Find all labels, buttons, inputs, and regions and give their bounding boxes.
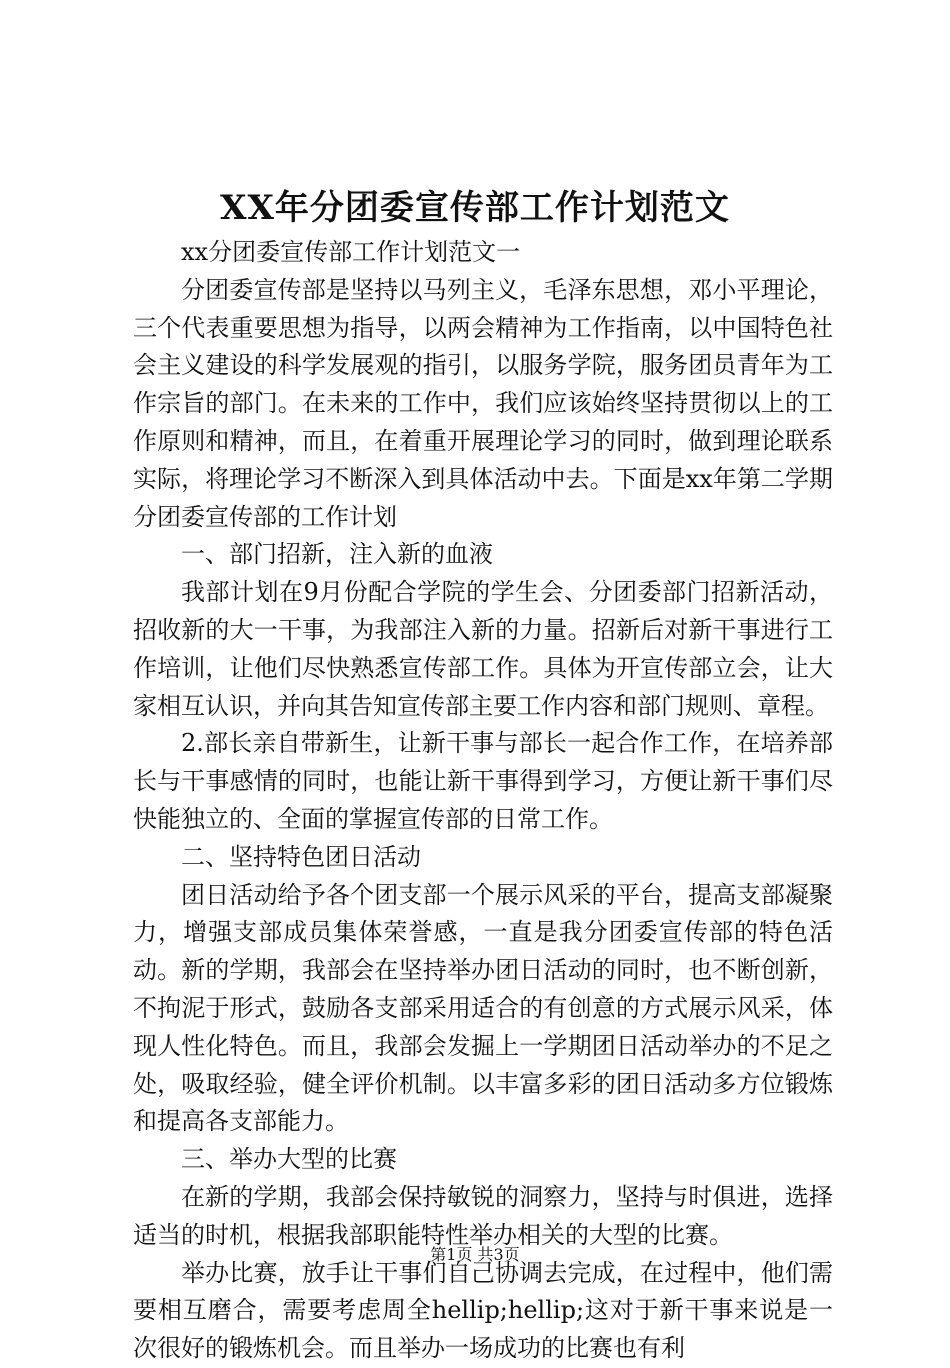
section-heading: 二、坚持特色团日活动 <box>181 842 421 871</box>
paragraph: 在新的学期，我部会保持敏锐的洞察力，坚持与时俱进，选择适当的时机，根据我部职能特性举办相关的大型的比赛。 <box>133 1182 833 1249</box>
section-heading: 一、部门招新，注入新的血液 <box>181 540 493 569</box>
paragraph: xx分团委宣传部工作计划范文一 <box>181 238 521 266</box>
paragraph: 团日活动给予各个团支部一个展示风采的平台，提高支部凝聚力，增强支部成员集体荣誉感，一直是我分团委宣传部的特色活动。新的学期，我部会在坚持举办团日活动的同时，也不断创新，不拘泥于形式，鼓励各支部采用适合的有创意的方式展示风采，体现人性化特色。而且，我部会发掘上一学期团日活动举办的不足之处，吸取经验，健全评价机制。以丰富多彩的团日活动多方位锻炼和提高各支部能力。 <box>133 880 833 1136</box>
paragraph: 我部计划在9月份配合学院的学生会、分团委部门招新活动，招收新的大一干事，为我部注入新的力量。招新后对新干事进行工作培训，让他们尽快熟悉宣传部工作。具体为开宣传部立会，让大家相互认识，并向其告知宣传部主要工作内容和部门规则、章程。 <box>133 578 833 720</box>
paragraph: 分团委宣传部是坚持以马列主义，毛泽东思想，邓小平理论，三个代表重要思想为指导，以两会精神为工作指南，以中国特色社会主义建设的科学发展观的指引，以服务学院，服务团员青年为工作宗旨的部门。在未来的工作中，我们应该始终坚持贯彻以上的工作原则和精神，而且，在着重开展理论学习的同时，做到理论联系实际，将理论学习不断深入到具体活动中去。下面是xx年第二学期分团委宣传部的工作计划 <box>133 275 833 531</box>
document-title: XX年分团委宣传部工作计划范文 <box>220 188 730 228</box>
document-body <box>133 234 833 1368</box>
paragraph: 举办比赛，放手让干事们自己协调去完成，在过程中，他们需要相互磨合，需要考虑周全hellip;hellip;这对于新干事来说是一次很好的锻炼机会。而且举办一场成功的比赛也有利 <box>133 1258 833 1363</box>
page-footer: 第1页 共3页 <box>430 1245 520 1264</box>
paragraph: 2.部长亲自带新生，让新干事与部长一起合作工作，在培养部长与干事感情的同时，也能让新干事得到学习，方便让新干事们尽快能独立的、全面的掌握宣传部的日常工作。 <box>133 729 833 833</box>
section-heading: 三、举办大型的比赛 <box>181 1145 397 1174</box>
